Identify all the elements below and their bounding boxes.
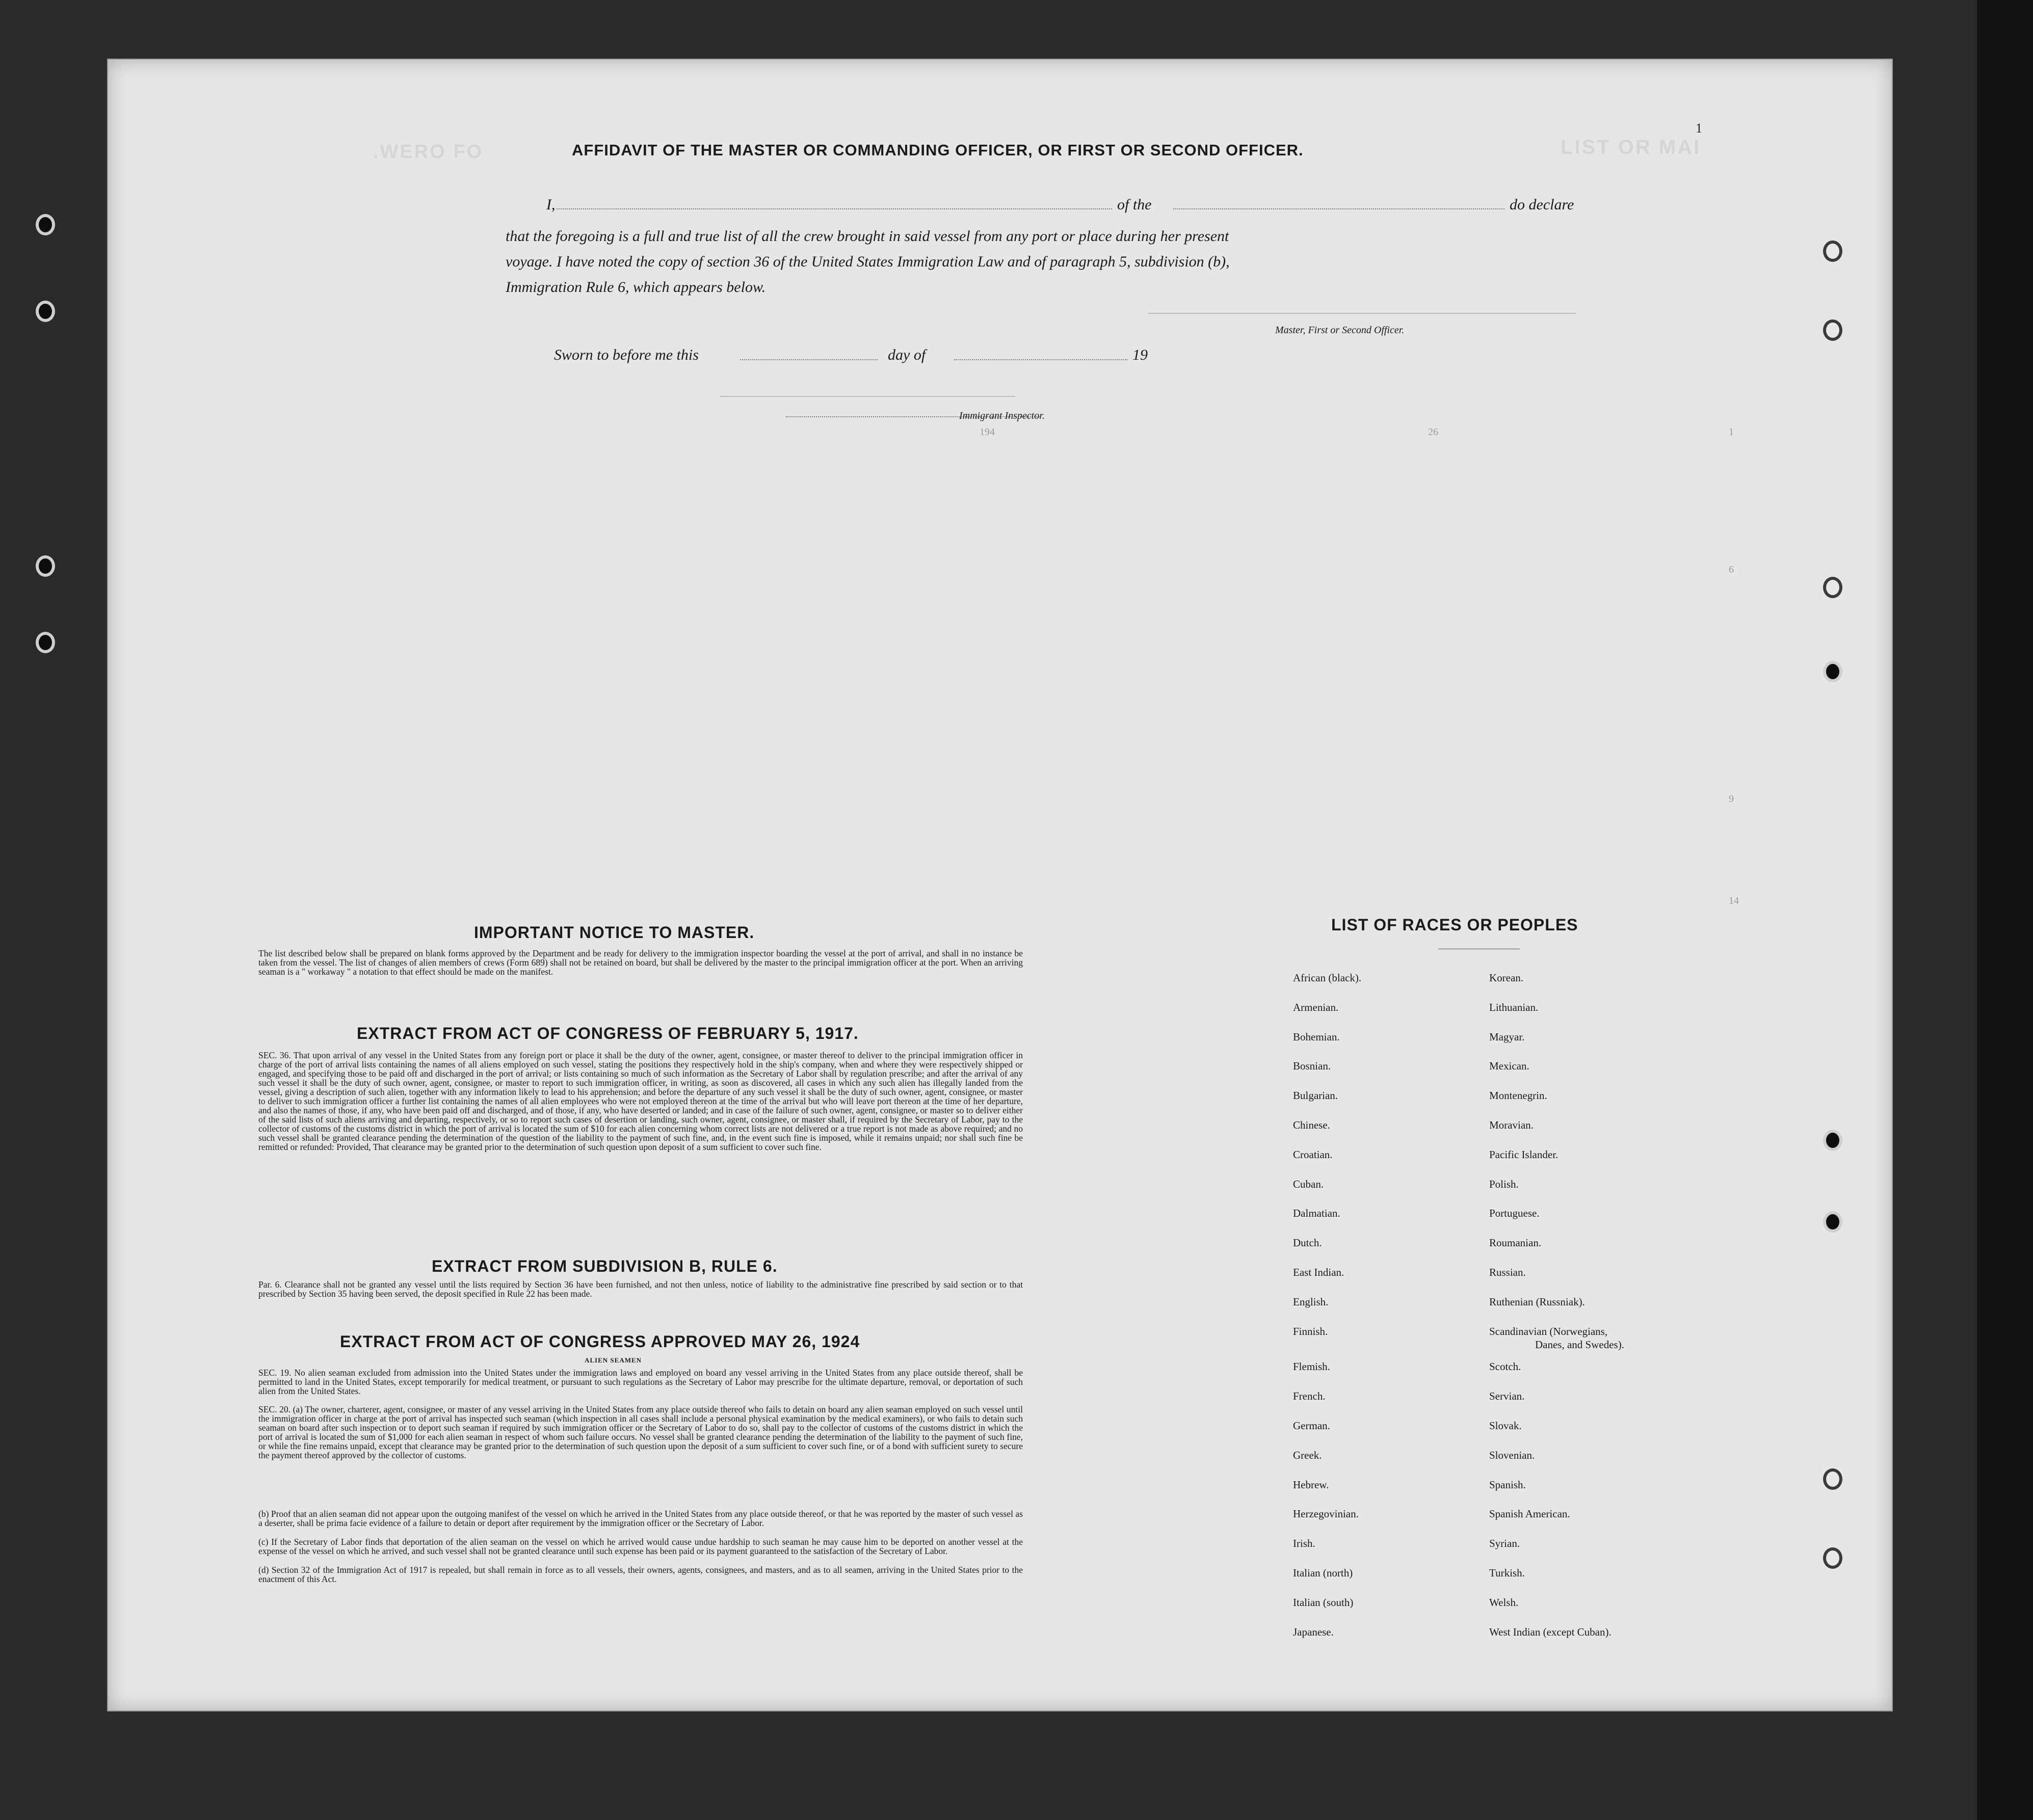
- manifest-page: [107, 59, 1893, 1711]
- race-item: Greek.: [1293, 1449, 1322, 1461]
- master-label: Master, First or Second Officer.: [1275, 325, 1405, 336]
- race-item: Pacific Islander.: [1489, 1148, 1559, 1161]
- day-of-text: day of: [888, 346, 926, 363]
- race-item: Moravian.: [1489, 1119, 1534, 1131]
- punch-hole: [1823, 1468, 1842, 1490]
- extract-1924-title: EXTRACT FROM ACT OF CONGRESS APPROVED MAY 26, 1924: [340, 1332, 860, 1351]
- master-signature-line: [1148, 313, 1576, 314]
- name-blank: [557, 208, 1112, 209]
- race-item: Polish.: [1489, 1177, 1519, 1190]
- punch-hole: [1823, 661, 1842, 682]
- race-scandinavian-continued: Danes, and Swedes).: [1535, 1339, 1624, 1351]
- race-item: Finnish.: [1293, 1325, 1328, 1337]
- binder-edge: [1977, 0, 2033, 1820]
- sec-20d-text: (d) Section 32 of the Immigration Act of 1917 is repealed, but shall remain in force as to all vessels, their owners, agents, consignees, and masters, and as to all seamen, arriving in the United States prior to the enactment of this Act.: [258, 1565, 1023, 1584]
- vessel-blank: [1173, 208, 1504, 209]
- race-item: Korean.: [1489, 972, 1524, 984]
- race-item: Bohemian.: [1293, 1030, 1340, 1043]
- binder-hole: [36, 555, 55, 577]
- race-item: Spanish American.: [1489, 1508, 1570, 1520]
- race-item: Dutch.: [1293, 1237, 1322, 1249]
- binder-hole: [36, 214, 55, 235]
- affidavit-of-the: of the: [1117, 196, 1152, 213]
- binder-hole: [36, 301, 55, 322]
- race-item: Herzegovinian.: [1293, 1508, 1359, 1520]
- race-item: Chinese.: [1293, 1119, 1330, 1131]
- sworn-day-blank: [740, 359, 878, 360]
- race-item: Lithuanian.: [1489, 1001, 1539, 1013]
- race-item: Flemish.: [1293, 1360, 1330, 1373]
- affidavit-title: AFFIDAVIT OF THE MASTER OR COMMANDING OFFICER, OR FIRST OR SECOND OFFICER.: [572, 141, 1304, 159]
- sec-20a-text: SEC. 20. (a) The owner, charterer, agent, consignee, or master of any vessel arriving in the United States from any place outside thereof who fails to detain on board any alien seaman employed on such vessel until the immigration officer in charge at the port of arrival has inspected such seaman (which inspection in all cases shall include a personal physical examination by the medical examiners), or who fails to detain such seaman on board after such inspection or to deport such seaman if required by such immigration officer or the Secretary of Labor to do so, shall pay to the collector of customs of the customs district in which the port of arrival is located the sum of $1,000 for each alien seaman in respect of whom such failure occurs. No vessel shall be granted clearance pending the determination of the liability to the payment of such fine, or while the fine remains unpaid, except that clearance may be granted prior to the determination of such question upon the deposit of a sum sufficient to cover such fine, or of a bond with sufficient surety to secure the payment thereof approved by the collector of customs.: [258, 1404, 1023, 1460]
- sworn-month-blank: [954, 359, 1127, 360]
- bleed-through-mark: 6: [1729, 564, 1734, 575]
- bleed-through-mark: 9: [1729, 793, 1734, 805]
- inspector-label: Immigrant Inspector.: [959, 410, 1045, 421]
- bleed-through-mark: 26: [1428, 426, 1438, 438]
- race-item: Syrian.: [1489, 1537, 1520, 1550]
- bleed-through-mark: 1: [1729, 426, 1734, 438]
- bleed-through-mark: 194: [980, 426, 995, 438]
- punch-hole: [1823, 1211, 1842, 1233]
- race-item: Portuguese.: [1489, 1207, 1540, 1220]
- race-item: Slovenian.: [1489, 1449, 1535, 1461]
- race-item: Irish.: [1293, 1537, 1315, 1550]
- punch-hole: [1823, 577, 1842, 598]
- race-item: Cuban.: [1293, 1177, 1324, 1190]
- race-item: Armenian.: [1293, 1001, 1339, 1013]
- sec-20c-text: (c) If the Secretary of Labor finds that deportation of the alien seaman on the vessel on which he arrived would cause undue hardship to such seaman he may cause him to be deported on another vessel at the expense of the vessel on which he arrived, and such vessel shall not be granted clearance until such expense has been paid or its payment guaranteed to the satisfaction of the Secretary of Labor.: [258, 1537, 1023, 1556]
- page-number: 1: [1696, 121, 1702, 136]
- extract-1917-text: SEC. 36. That upon arrival of any vessel in the United States from any foreign port or place it shall be the duty of the owner, agent, consignee, or master thereof to deliver to the principal immigration officer in charge of the port of arrival lists containing the names of all aliens employed on such vessel, stating the positions they respectively hold in the ship's company, when and where they were respectively shipped or engaged, and specifying those to be paid off and discharged in the port of arrival; or lists containing so much of such information as the Secretary of Labor shall by regulation prescribe; and after the arrival of any such vessel it shall be the duty of such owner, agent, consignee, or master to report to such immigration officer, in writing, as soon as discovered, all cases in which any such alien has illegally landed from the vessel, giving a description of such alien, together with any information likely to lead to his apprehension; and before the departure of any such vessel it shall be the duty of such owner, agent, consignee, or master to deliver to such immigration officer a further list containing the names of all alien employees who were not employed thereon at the time of the arrival but who will leave port thereon at the time of her departure, and also the names of those, if any, who have been paid off and discharged, and of those, if any, who have deserted or landed; and in case of the failure of such owner, agent, consignee, or master so to deliver either of the said lists of such aliens arriving and departing, respectively, or so to report such cases of desertion or landing, such owner, agent, consignee, or master shall, if required by the Secretary of Labor, pay to the collector of customs of the customs district in which the port of arrival is located the sum of $10 for each alien concerning whom correct lists are not delivered or a true report is not made as above required; and no such vessel shall be granted clearance pending the determination of the question of the liability to the payment of such fine, and, in the event such fine is imposed, while it remains unpaid; nor shall such fine be remitted or refunded: Provided, That clearance may be granted prior to the determination of such question upon deposit of a sum sufficient to cover such fine.: [258, 1050, 1023, 1152]
- race-item: English.: [1293, 1295, 1329, 1308]
- affidavit-i: I,: [546, 196, 556, 213]
- punch-hole: [1823, 240, 1842, 262]
- bleed-through-mark: 14: [1729, 895, 1739, 906]
- race-item: Mexican.: [1489, 1060, 1529, 1073]
- race-item: Dalmatian.: [1293, 1207, 1340, 1220]
- affidavit-declare: do declare: [1510, 196, 1574, 213]
- inspector-signature-line-1: [720, 396, 1015, 397]
- race-item: Japanese.: [1293, 1625, 1334, 1638]
- race-item: Croatian.: [1293, 1148, 1333, 1161]
- race-item: Spanish.: [1489, 1478, 1526, 1491]
- race-item: Ruthenian (Russniak).: [1489, 1295, 1585, 1308]
- rule-6-text: Par. 6. Clearance shall not be granted any vessel until the lists required by Section 36 have been furnished, and not then unless, notice of liability to the administrative fine prescribed by said section or to that prescribed by Section 35 having been served, the deposit specified in Rule 22 has been made.: [258, 1279, 1023, 1299]
- race-item: German.: [1293, 1420, 1330, 1432]
- bleed-through-heading: LIST OR MAI: [1561, 136, 1701, 158]
- race-item: Turkish.: [1489, 1567, 1525, 1579]
- punch-hole: [1823, 1547, 1842, 1569]
- sworn-text: Sworn to before me this: [554, 346, 699, 363]
- binder-hole: [36, 632, 55, 653]
- race-item: Welsh.: [1489, 1596, 1519, 1609]
- race-item: Hebrew.: [1293, 1478, 1329, 1491]
- race-item: Scandinavian (Norwegians,: [1489, 1325, 1608, 1337]
- race-item: Montenegrin.: [1489, 1089, 1547, 1102]
- race-item: Roumanian.: [1489, 1237, 1542, 1249]
- notice-text: The list described below shall be prepared on blank forms approved by the Department and be ready for delivery to the immigration inspector boarding the vessel at the port of arrival, and shall in no instance be taken from the vessel. The list of changes of alien members of crews (Form 689) shall not be retained on board, but shall be delivered by the master to the principal immigration officer at the port. When an arriving seaman is a " workaway " a notation to that effect should be made on the manifest.: [258, 948, 1023, 977]
- race-item: Italian (north): [1293, 1567, 1353, 1579]
- race-item: Slovak.: [1489, 1420, 1522, 1432]
- race-item: Magyar.: [1489, 1030, 1525, 1043]
- race-item: East Indian.: [1293, 1266, 1344, 1278]
- extract-1924-subtitle: ALIEN SEAMEN: [585, 1356, 642, 1364]
- race-item: West Indian (except Cuban).: [1489, 1625, 1612, 1638]
- affidavit-line-2: that the foregoing is a full and true list of all the crew brought in said vessel from any port or place during her present: [506, 228, 1229, 245]
- affidavit-line-3: voyage. I have noted the copy of section 36 of the United States Immigration Law and of paragraph 5, subdivision (b),: [506, 253, 1230, 270]
- rule-6-title: EXTRACT FROM SUBDIVISION B, RULE 6.: [432, 1257, 778, 1275]
- sec-19-text: SEC. 19. No alien seaman excluded from admission into the United States under the immigration laws and employed on board any vessel arriving in the United States from any place outside thereof, shall be permitted to land in the United States, except temporarily for medical treatment, or pursuant to such regulations as the Secretary of Labor may prescribe for the ultimate departure, removal, or deportation of such alien from the United States.: [258, 1368, 1023, 1396]
- bleed-through-heading: .WERO FO: [373, 141, 484, 163]
- races-title: LIST OF RACES OR PEOPLES: [1331, 916, 1578, 934]
- punch-hole: [1823, 1130, 1842, 1151]
- race-item: Servian.: [1489, 1390, 1525, 1403]
- race-item: Scotch.: [1489, 1360, 1521, 1373]
- year-prefix: 19: [1132, 346, 1148, 363]
- race-item: French.: [1293, 1390, 1326, 1403]
- race-item: Bosnian.: [1293, 1060, 1331, 1073]
- affidavit-line-4: Immigration Rule 6, which appears below.: [506, 279, 766, 296]
- race-item: Bulgarian.: [1293, 1089, 1338, 1102]
- punch-hole: [1823, 319, 1842, 341]
- race-item: Italian (south): [1293, 1596, 1354, 1609]
- sec-20b-text: (b) Proof that an alien seaman did not appear upon the outgoing manifest of the vessel on which he arrived in the United States from any place outside thereof, or that he was reported by the master of such vessel as a deserter, shall be prima facie evidence of a failure to detain or deport after requirement by the immigration officer or the Secretary of Labor.: [258, 1509, 1023, 1528]
- race-item: Russian.: [1489, 1266, 1526, 1278]
- race-item: African (black).: [1293, 972, 1362, 984]
- extract-1917-title: EXTRACT FROM ACT OF CONGRESS OF FEBRUARY 5, 1917.: [357, 1024, 859, 1042]
- notice-title: IMPORTANT NOTICE TO MASTER.: [474, 923, 755, 942]
